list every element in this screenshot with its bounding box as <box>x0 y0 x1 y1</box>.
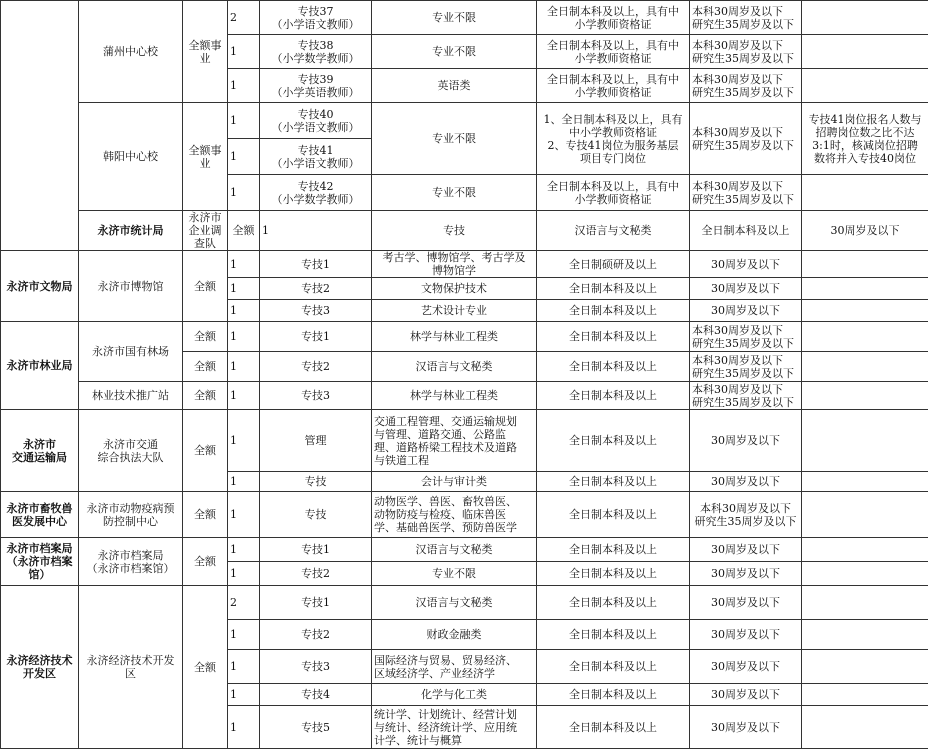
table-cell: 永济市博物馆 <box>79 251 183 322</box>
table-cell: 全额 <box>183 492 228 538</box>
table-cell: 专技41 （小学语文教师） <box>260 139 372 175</box>
table-cell: 专技2 <box>260 352 372 382</box>
table-cell: 专技38 （小学数学教师） <box>260 35 372 69</box>
table-cell: 1 <box>228 706 260 749</box>
table-cell: 韩阳中心校 <box>79 103 183 211</box>
table-cell: 永济市档案局 （永济市档案 馆） <box>1 538 79 586</box>
table-cell <box>802 352 928 382</box>
table-cell <box>802 562 928 586</box>
table-cell: 1 <box>228 492 260 538</box>
table-cell <box>802 322 928 352</box>
table-cell: 永济市企业调查队 <box>183 211 228 251</box>
table-cell: 永济市交通 综合执法大队 <box>79 410 183 492</box>
table-cell: 专业不限 <box>372 175 537 211</box>
table-cell: 全额 <box>183 538 228 586</box>
table-cell: 专技1 <box>260 586 372 620</box>
table-cell: 汉语言与文秘类 <box>372 538 537 562</box>
table-cell: 国际经济与贸易、贸易经济、 区域经济学、产业经济学 <box>372 650 537 684</box>
table-cell: 全日制本科及以上 <box>537 410 690 472</box>
table-cell: 专技1 <box>260 322 372 352</box>
table-row <box>1 251 928 278</box>
table-cell: 全日制本科及以上 <box>537 492 690 538</box>
table-cell: 全日制本科及以上 <box>537 650 690 684</box>
table-cell: 专技 <box>260 492 372 538</box>
table-cell: 专技1 <box>260 251 372 278</box>
table-cell: 全额 <box>183 382 228 410</box>
table-cell: 本科30周岁及以下 研究生35周岁及以下 <box>690 492 802 538</box>
table-cell: 全额 <box>228 211 260 251</box>
table-cell: 专业不限 <box>372 1 537 35</box>
table-cell: 全日制本科及以上 <box>690 211 802 251</box>
table-cell: 本科30周岁及以下 研究生35周岁及以下 <box>690 35 802 69</box>
table-cell: 本科30周岁及以下 研究生35周岁及以下 <box>690 382 802 410</box>
table-cell: 30周岁及以下 <box>690 684 802 706</box>
table-cell: 蒲州中心校 <box>79 1 183 103</box>
table-cell: 专技4 <box>260 684 372 706</box>
table-row <box>1 410 928 472</box>
table-cell: 林学与林业工程类 <box>372 322 537 352</box>
table-cell <box>802 492 928 538</box>
table-cell: 永济市统计局 <box>79 211 183 251</box>
table-cell: 全日制本科及以上，具有中 小学教师资格证 <box>537 69 690 103</box>
table-cell: 1 <box>228 538 260 562</box>
table-cell: 30周岁及以下 <box>690 538 802 562</box>
table-cell: 全日制本科及以上 <box>537 562 690 586</box>
table-cell <box>802 175 928 211</box>
table-cell: 1 <box>228 251 260 278</box>
table-row <box>1 538 928 562</box>
table-cell: 本科30周岁及以下 研究生35周岁及以下 <box>690 69 802 103</box>
table-cell: 全日制本科及以上 <box>537 278 690 300</box>
table-cell: 永济市动物疫病预 防控制中心 <box>79 492 183 538</box>
table-cell: 全额事 业 <box>183 1 228 103</box>
table-cell: 专技37 （小学语文教师） <box>260 1 372 35</box>
table-cell: 专业不限 <box>372 103 537 175</box>
table-cell: 化学与化工类 <box>372 684 537 706</box>
table-cell: 考古学、博物馆学、考古学及 博物馆学 <box>372 251 537 278</box>
table-cell: 专技2 <box>260 620 372 650</box>
table-cell: 专技 <box>260 472 372 492</box>
table-cell: 永济市畜牧兽 医发展中心 <box>1 492 79 538</box>
table-cell: 1 <box>228 69 260 103</box>
table-row <box>1 322 928 352</box>
table-cell <box>1 1 79 251</box>
table-cell: 30周岁及以下 <box>690 300 802 322</box>
table-cell: 全日制本科及以上，具有中 小学教师资格证 <box>537 175 690 211</box>
table-cell: 永济市文物局 <box>1 251 79 322</box>
table-cell: 2 <box>228 586 260 620</box>
table-cell: 专业不限 <box>372 35 537 69</box>
table-cell: 汉语言与文秘类 <box>372 352 537 382</box>
table-cell: 永济经济技术 开发区 <box>1 586 79 749</box>
table-cell: 专技40 （小学语文教师） <box>260 103 372 139</box>
table-cell: 1 <box>228 139 260 175</box>
table-cell: 全日制本科及以上 <box>537 706 690 749</box>
table-cell: 30周岁及以下 <box>690 251 802 278</box>
table-cell: 全额 <box>183 586 228 749</box>
table-cell: 文物保护技术 <box>372 278 537 300</box>
table-cell: 全日制本科及以上 <box>537 352 690 382</box>
table-cell: 全额 <box>183 322 228 352</box>
table-cell: 专技3 <box>260 650 372 684</box>
table-cell <box>802 706 928 749</box>
table-row <box>1 1 928 35</box>
table-cell: 1 <box>228 322 260 352</box>
table-row <box>1 103 928 139</box>
table-cell: 专业不限 <box>372 562 537 586</box>
table-cell <box>802 278 928 300</box>
table-cell: 全日制本科及以上 <box>537 538 690 562</box>
table-cell <box>802 69 928 103</box>
table-cell: 30周岁及以下 <box>690 562 802 586</box>
table-cell: 1 <box>228 562 260 586</box>
table-cell: 本科30周岁及以下 研究生35周岁及以下 <box>690 322 802 352</box>
table-cell: 1 <box>228 650 260 684</box>
table-cell: 汉语言与文秘类 <box>372 586 537 620</box>
table-cell: 专技 <box>372 211 537 251</box>
table-row <box>1 382 928 410</box>
table-cell: 财政金融类 <box>372 620 537 650</box>
table-cell: 会计与审计类 <box>372 472 537 492</box>
table-cell <box>802 472 928 492</box>
table-cell: 1 <box>228 620 260 650</box>
table-cell: 专技2 <box>260 278 372 300</box>
table-cell: 1 <box>228 35 260 69</box>
table-cell: 汉语言与文秘类 <box>537 211 690 251</box>
table-cell: 全日制本科及以上，具有中 小学教师资格证 <box>537 35 690 69</box>
table-cell: 1 <box>228 410 260 472</box>
table-cell: 全日制本科及以上 <box>537 620 690 650</box>
table-cell: 永济市 交通运输局 <box>1 410 79 492</box>
table-row <box>1 586 928 620</box>
table-cell: 30周岁及以下 <box>690 410 802 472</box>
table-cell <box>802 586 928 620</box>
table-cell: 1、全日制本科及以上，具有 中小学教师资格证 2、专技41岗位为服务基层 项目专门岗位 <box>537 103 690 175</box>
table-row <box>1 211 928 251</box>
table-cell: 1 <box>228 684 260 706</box>
table-cell: 1 <box>228 300 260 322</box>
table-cell: 1 <box>228 472 260 492</box>
table-cell: 专技42 （小学数学教师） <box>260 175 372 211</box>
table-cell <box>802 620 928 650</box>
table-cell: 全日制本科及以上 <box>537 382 690 410</box>
table-cell: 专技1 <box>260 538 372 562</box>
table-cell <box>802 300 928 322</box>
table-cell: 2 <box>228 1 260 35</box>
table-cell: 交通工程管理、交通运输规划 与管理、道路交通、公路监 理、道路桥梁工程技术及道路 与铁道工程 <box>372 410 537 472</box>
table-cell <box>802 251 928 278</box>
table-cell: 艺术设计专业 <box>372 300 537 322</box>
table-cell: 动物医学、兽医、畜牧兽医、 动物防疫与检疫、临床兽医 学、基础兽医学、预防兽医学 <box>372 492 537 538</box>
table-cell: 1 <box>260 211 372 251</box>
table-cell: 全日制本科及以上 <box>537 472 690 492</box>
table-cell: 管理 <box>260 410 372 472</box>
table-cell: 统计学、计划统计、经营计划 与统计、经济统计学、应用统 计学、统计与概算 <box>372 706 537 749</box>
table-cell: 全日制本科及以上 <box>537 684 690 706</box>
table-cell: 本科30周岁及以下 研究生35周岁及以下 <box>690 1 802 35</box>
table-cell: 30周岁及以下 <box>690 706 802 749</box>
table-cell: 专技2 <box>260 562 372 586</box>
table-cell: 永济经济技术开发 区 <box>79 586 183 749</box>
table-cell: 本科30周岁及以下 研究生35周岁及以下 <box>690 352 802 382</box>
table-cell: 1 <box>228 278 260 300</box>
table-cell: 永济市档案局 （永济市档案馆） <box>79 538 183 586</box>
table-cell: 全日制本科及以上 <box>537 300 690 322</box>
table-cell: 全日制本科及以上，具有中 小学教师资格证 <box>537 1 690 35</box>
table-cell <box>802 650 928 684</box>
table-cell: 全日制本科及以上 <box>537 322 690 352</box>
table-cell: 专技3 <box>260 300 372 322</box>
table-cell <box>802 410 928 472</box>
table-cell: 1 <box>228 352 260 382</box>
table-cell: 全额 <box>183 410 228 492</box>
table-cell <box>802 382 928 410</box>
table-cell: 英语类 <box>372 69 537 103</box>
table-cell: 1 <box>228 175 260 211</box>
table-cell: 1 <box>228 103 260 139</box>
table-body <box>1 1 928 749</box>
table-cell: 30周岁及以下 <box>690 650 802 684</box>
table-row <box>1 492 928 538</box>
table-cell: 永济市国有林场 <box>79 322 183 382</box>
table-cell: 永济市林业局 <box>1 322 79 410</box>
table-cell <box>802 1 928 35</box>
table-cell <box>802 538 928 562</box>
table-cell: 1 <box>228 382 260 410</box>
table-cell: 本科30周岁及以下 研究生35周岁及以下 <box>690 103 802 175</box>
table-cell: 30周岁及以下 <box>690 620 802 650</box>
table-cell: 全日制硕研及以上 <box>537 251 690 278</box>
table-cell: 30周岁及以下 <box>802 211 928 251</box>
table-cell: 全日制本科及以上 <box>537 586 690 620</box>
table-cell: 全额事 业 <box>183 103 228 211</box>
table-cell: 专技39 （小学英语教师） <box>260 69 372 103</box>
table-cell: 林业技术推广站 <box>79 382 183 410</box>
table-cell: 专技3 <box>260 382 372 410</box>
table-cell <box>802 35 928 69</box>
table-cell: 30周岁及以下 <box>690 278 802 300</box>
table-cell: 林学与林业工程类 <box>372 382 537 410</box>
table-cell: 30周岁及以下 <box>690 586 802 620</box>
table-cell: 全额 <box>183 352 228 382</box>
table-cell: 专技5 <box>260 706 372 749</box>
table-cell: 本科30周岁及以下 研究生35周岁及以下 <box>690 175 802 211</box>
table-cell: 30周岁及以下 <box>690 472 802 492</box>
table-cell: 全额 <box>183 251 228 322</box>
table-cell <box>802 684 928 706</box>
table-cell: 专技41岗位报名人数与 招聘岗位数之比不达 3:1时，核减岗位招聘 数将并入专技40岗位 <box>802 103 928 175</box>
